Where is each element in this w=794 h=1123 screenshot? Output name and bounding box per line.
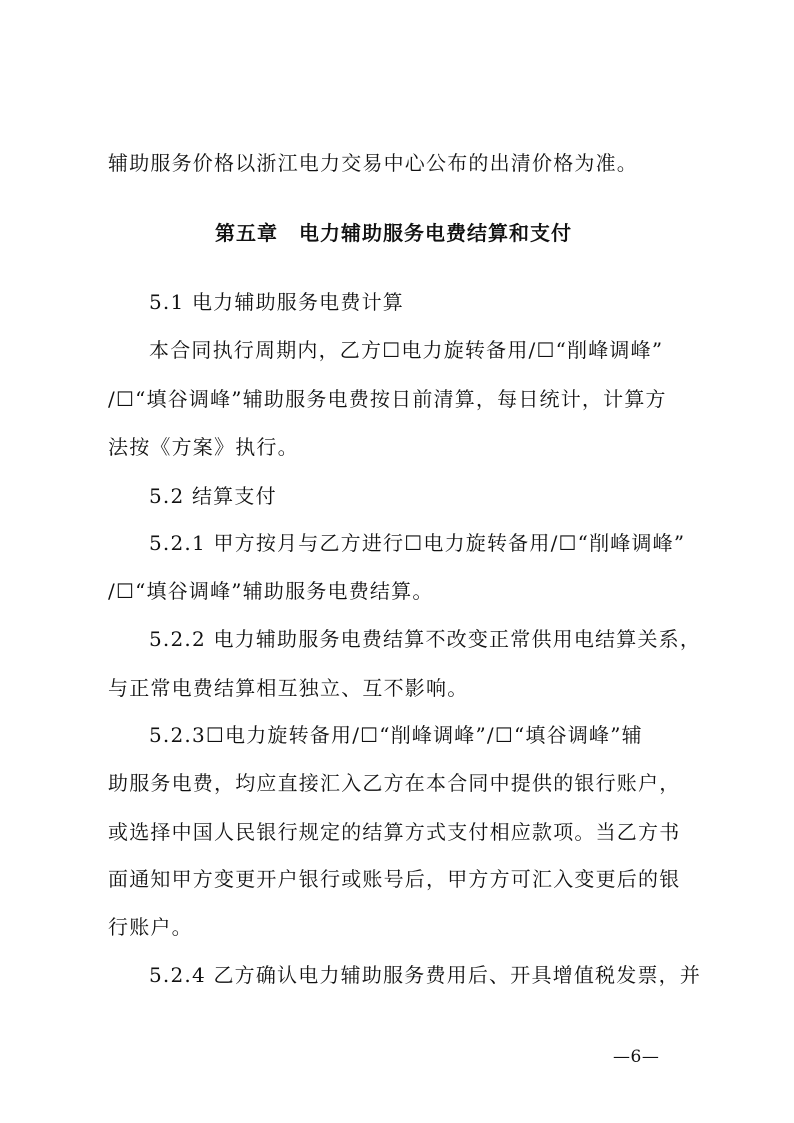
paragraph-line-6: /☐“填谷调峰”辅助服务电费结算。	[108, 579, 434, 603]
paragraph-line-9: 5.2.3☐电力旋转备用/☐“削峰调峰”/☐“填谷调峰”辅	[149, 723, 643, 747]
paragraph-line-7: 5.2.2 电力辅助服务电费结算不改变正常供用电结算关系，	[149, 627, 702, 651]
paragraph-line-4: 法按《方案》执行。	[108, 435, 299, 459]
paragraph-line-10: 助服务电费，均应直接汇入乙方在本合同中提供的银行账户，	[108, 771, 681, 795]
paragraph-line-14: 5.2.4 乙方确认电力辅助服务费用后、开具增值税发票，并	[149, 963, 702, 987]
section-heading-5-2: 5.2 结算支付	[149, 484, 277, 508]
paragraph-line-1: 辅助服务价格以浙江电力交易中心公布的出清价格为准。	[108, 151, 638, 175]
paragraph-line-12: 面通知甲方变更开户银行或账号后，甲方方可汇入变更后的银	[108, 867, 681, 891]
page-number: —6—	[613, 1047, 660, 1067]
paragraph-line-2: 本合同执行周期内，乙方☐电力旋转备用/☐“削峰调峰”	[149, 338, 664, 362]
paragraph-line-3: /☐“填谷调峰”辅助服务电费按日前清算，每日统计，计算方	[108, 387, 667, 411]
section-heading-5-1: 5.1 电力辅助服务电费计算	[149, 290, 404, 314]
paragraph-line-5: 5.2.1 甲方按月与乙方进行☐电力旋转备用/☐“削峰调峰”	[149, 531, 686, 555]
chapter-heading: 第五章 电力辅助服务电费结算和支付	[215, 221, 572, 245]
paragraph-line-11: 或选择中国人民银行规定的结算方式支付相应款项。当乙方书	[108, 820, 681, 844]
paragraph-line-8: 与正常电费结算相互独立、互不影响。	[108, 676, 469, 700]
paragraph-line-13: 行账户。	[108, 915, 193, 939]
